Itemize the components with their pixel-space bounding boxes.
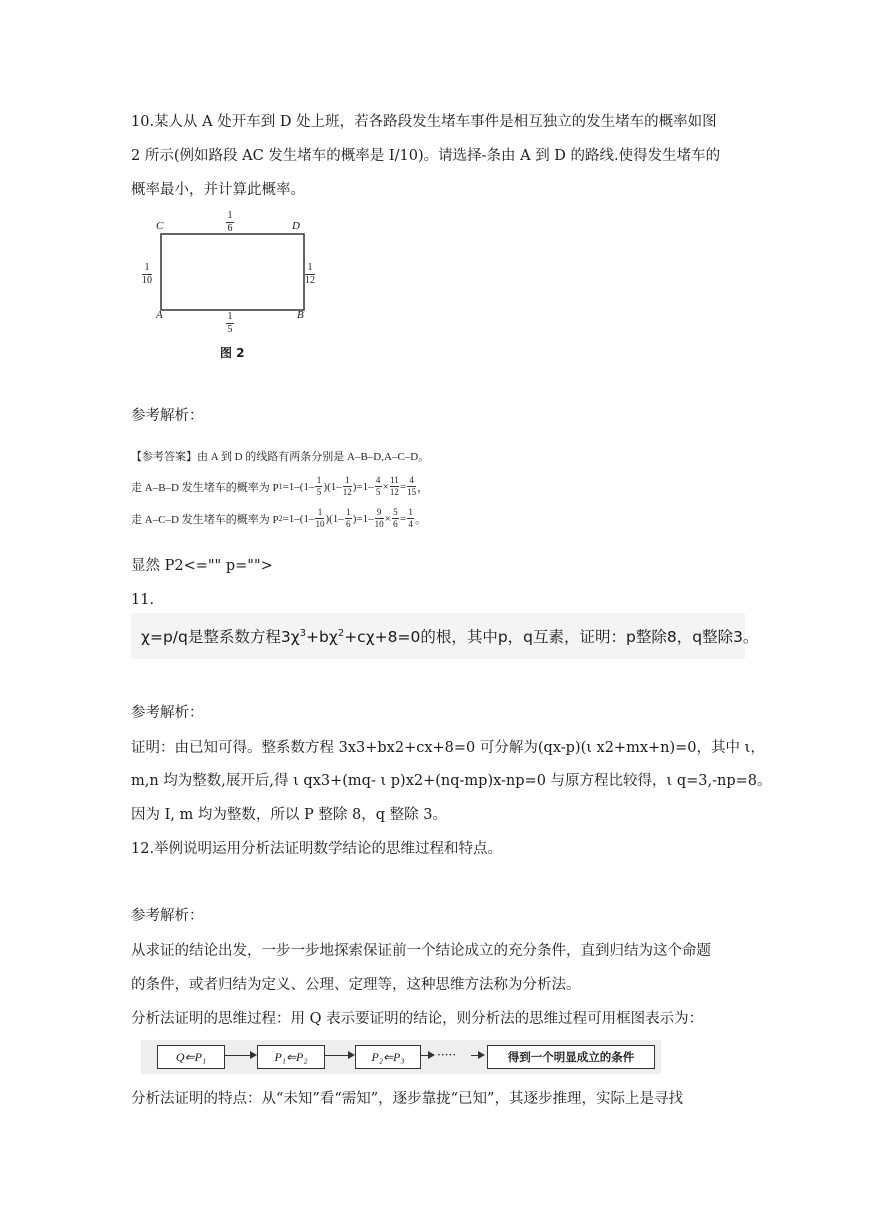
top-edge-probability: 1 6 <box>227 210 233 234</box>
reference-analysis-heading-1: 参考解析： <box>131 408 204 424</box>
flow-arrow-1 <box>225 1055 255 1056</box>
q11-number: 11. <box>131 592 155 608</box>
answer-row-1: 【参考答案】由 A 到 D 的线路有两条分别是 A–B–D,A–C–D。 <box>131 451 430 463</box>
corner-b-label: B <box>297 309 304 321</box>
q12-question: 12.举例说明运用分析法证明数学结论的思维过程和特点。 <box>131 841 503 857</box>
q12-answer-line-4: 分析法证明的特点：从“未知”看“需知”，逐步靠拢“已知”，其逐步推理，实际上是寻找 <box>131 1091 683 1107</box>
flow-box-1: Q⇐P₁ <box>157 1045 225 1069</box>
flow-ellipsis: ····· <box>437 1048 457 1062</box>
flow-arrow-4 <box>471 1055 483 1056</box>
q12-answer-line-2: 的条件，或者归结为定义、公理、定理等，这种思维方法称为分析法。 <box>131 977 581 993</box>
right-edge-probability: 1 12 <box>305 262 315 286</box>
answer-row-3: 走 A–C–D 发生堵车的概率为 P 2 =1–(1– 1 10 )(1– 1 6 )=1– 9 10 × 5 6 = 1 4 。 <box>131 507 427 529</box>
q11-statement-box <box>131 613 759 659</box>
reference-analysis-heading-3: 参考解析： <box>131 908 204 924</box>
flow-arrow-3 <box>421 1055 433 1056</box>
q11-statement: χ=p/q是整系数方程$3\chi^3+b\chi^2+c\chi+8=0$的根，其中p，q互素，证明：p整除8，q整除3。 <box>141 627 759 646</box>
figure-caption: 图 2 <box>220 346 245 360</box>
q10-conclusion: 显然 P2<="" p=""> <box>131 558 273 574</box>
q10-line-1: 10.某人从 A 处开车到 D 处上班，若各路段发生堵车事件是相互独立的发生堵车的概率如图 <box>131 114 717 130</box>
flow-box-final: 得到一个明显成立的条件 <box>487 1045 655 1069</box>
flow-arrow-2 <box>325 1055 353 1056</box>
reference-analysis-heading-2: 参考解析： <box>131 705 204 721</box>
analysis-flow-chart <box>141 1040 661 1074</box>
q12-answer-line-3: 分析法证明的思维过程：用 Q 表示要证明的结论，则分析法的思维过程可用框图表示为： <box>131 1011 704 1027</box>
q12-answer-line-1: 从求证的结论出发，一步一步地探索保证前一个结论成立的充分条件，直到归结为这个命题 <box>131 943 711 959</box>
answer-row-2: 走 A–B–D 发生堵车的概率为 P 1 =1–(1– 1 5 )(1– 1 12 )=1– 4 5 × 11 12 = 4 15 ， <box>131 475 429 497</box>
q10-answer-image <box>131 446 561 542</box>
bottom-edge-probability: 1 5 <box>227 311 233 335</box>
figure-2-road-diagram <box>140 208 330 368</box>
q10-line-2: 2 所示(例如路段 AC 发生堵车的概率是 I/10)。请选择-条由 A 到 D 的路线.使得发生堵车的 <box>131 148 721 164</box>
q10-line-3: 概率最小，并计算此概率。 <box>131 182 305 198</box>
corner-d-label: D <box>292 220 300 232</box>
corner-c-label: C <box>156 220 164 232</box>
left-edge-probability: 1 10 <box>142 262 152 286</box>
q11-answer-line-2: m,n 均为整数,展开后,得 ι qx3+(mq- ι p)x2+(nq-mp)x-np=0 与原方程比较得，ι q=3,-np=8。 <box>131 773 772 789</box>
q11-answer-line-1: 证明：由已知可得。整系数方程 3x3+bx2+cx+8=0 可分解为(qx-p)(ι x2+mx+n)=0，其中 ι， <box>131 740 765 756</box>
corner-a-label: A <box>156 309 163 321</box>
q11-answer-line-3: 因为 I, m 均为整数，所以 P 整除 8，q 整除 3。 <box>131 807 447 823</box>
flow-box-3: P₂⇐P₃ <box>355 1045 421 1069</box>
flow-box-2: P₁⇐P₂ <box>257 1045 325 1069</box>
